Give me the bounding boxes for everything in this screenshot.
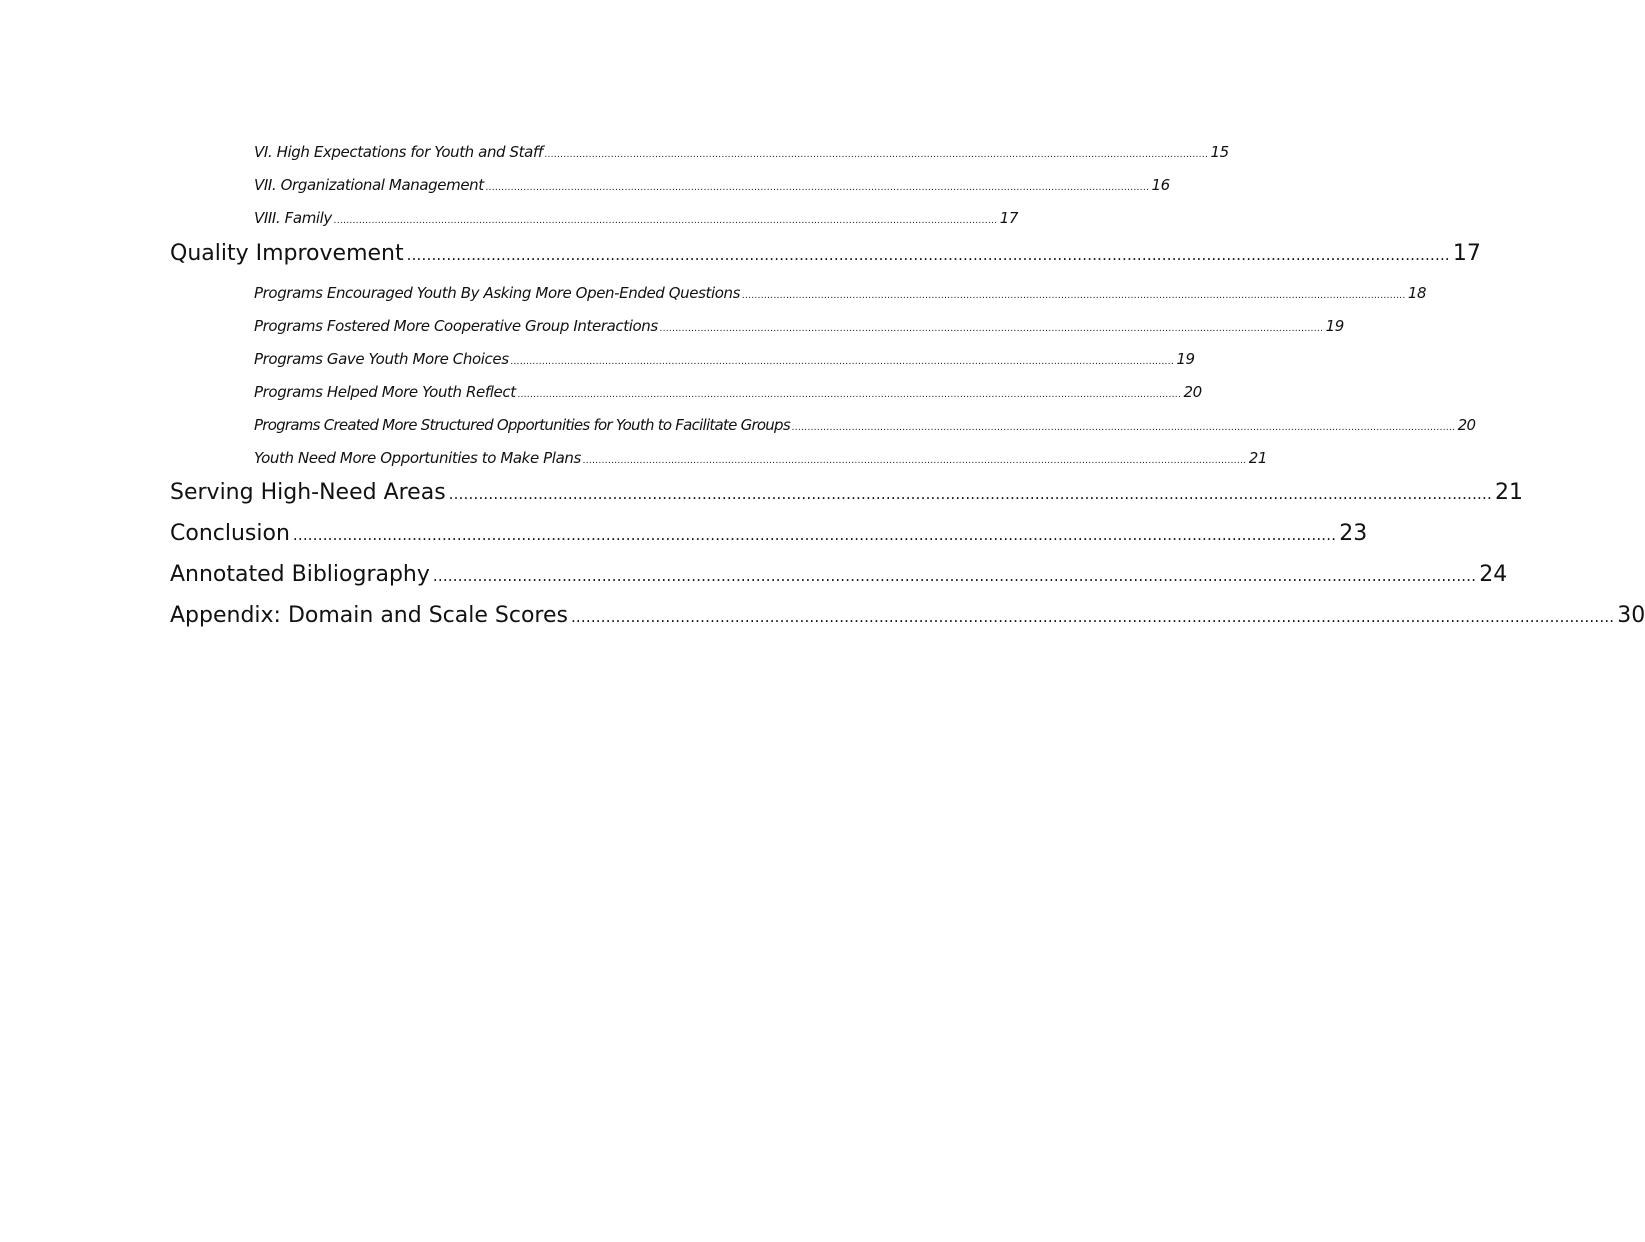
- toc-dot-leader: ..................................................................................................................................................................................................................: [448, 485, 1492, 503]
- toc-dot-leader: ..................................................................................................................................................................................................................: [510, 357, 1175, 367]
- toc-dot-leader: ..................................................................................................................................................................................................................: [406, 246, 1450, 264]
- toc-entry-title: Serving High-Need Areas: [170, 480, 446, 505]
- toc-entry-title: Programs Fostered More Cooperative Group Interactions: [254, 317, 658, 335]
- toc-entry-page: 19: [1176, 350, 1195, 368]
- toc-dot-leader: ..................................................................................................................................................................................................................: [791, 423, 1456, 433]
- toc-dot-leader: ..................................................................................................................................................................................................................: [582, 456, 1247, 466]
- toc-entry-title: Quality Improvement: [170, 241, 404, 266]
- toc-dot-leader: ..................................................................................................................................................................................................................: [485, 183, 1150, 193]
- toc-entry-page: 15: [1210, 143, 1229, 161]
- toc-entry-page: 20: [1183, 383, 1202, 401]
- toc-dot-leader: ..................................................................................................................................................................................................................: [517, 390, 1182, 400]
- toc-entry[interactable]: [254, 284, 1427, 302]
- toc-entry-title: Youth Need More Opportunities to Make Plans: [254, 449, 581, 467]
- toc-entry[interactable]: [254, 317, 1344, 335]
- toc-entry-title: VIII. Family: [254, 209, 332, 227]
- toc-entry-page: 21: [1248, 449, 1267, 467]
- toc-dot-leader: ..................................................................................................................................................................................................................: [544, 150, 1209, 160]
- toc-dot-leader: ..................................................................................................................................................................................................................: [432, 567, 1477, 585]
- toc-entry-title: VII. Organizational Management: [254, 176, 484, 194]
- toc-entry-title: Programs Helped More Youth Reflect: [254, 383, 516, 401]
- toc-dot-leader: ..................................................................................................................................................................................................................: [659, 324, 1324, 334]
- toc-entry-title: Programs Created More Structured Opportunities for Youth to Facilitate Groups: [254, 416, 790, 434]
- toc-entry-page: 30: [1617, 603, 1645, 628]
- toc-entry-page: 20: [1457, 416, 1476, 434]
- toc-section-entry[interactable]: [170, 603, 1645, 628]
- toc-entry-page: 19: [1325, 317, 1344, 335]
- toc-entry-title: VI. High Expectations for Youth and Staff: [254, 143, 543, 161]
- toc-entry-page: 16: [1151, 176, 1170, 194]
- toc-entry[interactable]: [254, 209, 1018, 227]
- toc-entry-title: Appendix: Domain and Scale Scores: [170, 603, 568, 628]
- toc-dot-leader: ..................................................................................................................................................................................................................: [333, 216, 998, 226]
- toc-entry-page: 18: [1407, 284, 1427, 302]
- toc-section-entry[interactable]: [170, 241, 1481, 266]
- toc-dot-leader: ..................................................................................................................................................................................................................: [742, 291, 1406, 301]
- toc-entry-page: 21: [1494, 480, 1523, 505]
- toc-entry[interactable]: [254, 449, 1267, 467]
- toc-section-entry[interactable]: [170, 480, 1523, 505]
- toc-entry-title: Annotated Bibliography: [170, 562, 430, 587]
- toc-entry-page: 17: [999, 209, 1018, 227]
- toc-entry[interactable]: [254, 143, 1229, 161]
- toc-entry-title: Programs Encouraged Youth By Asking More Open-Ended Questions: [254, 284, 741, 302]
- toc-entry[interactable]: [254, 383, 1202, 401]
- toc-entry-title: Programs Gave Youth More Choices: [254, 350, 509, 368]
- toc-entry-page: 23: [1339, 521, 1368, 546]
- toc-entry-page: 24: [1479, 562, 1508, 587]
- toc-entry[interactable]: [254, 416, 1476, 434]
- toc-dot-leader: ..................................................................................................................................................................................................................: [292, 526, 1337, 544]
- toc-dot-leader: ..................................................................................................................................................................................................................: [570, 608, 1615, 626]
- toc-entry[interactable]: [254, 176, 1170, 194]
- toc-entry-page: 17: [1452, 241, 1481, 266]
- toc-entry[interactable]: [254, 350, 1195, 368]
- toc-entry-title: Conclusion: [170, 521, 290, 546]
- toc-section-entry[interactable]: [170, 521, 1368, 546]
- toc-section-entry[interactable]: [170, 562, 1508, 587]
